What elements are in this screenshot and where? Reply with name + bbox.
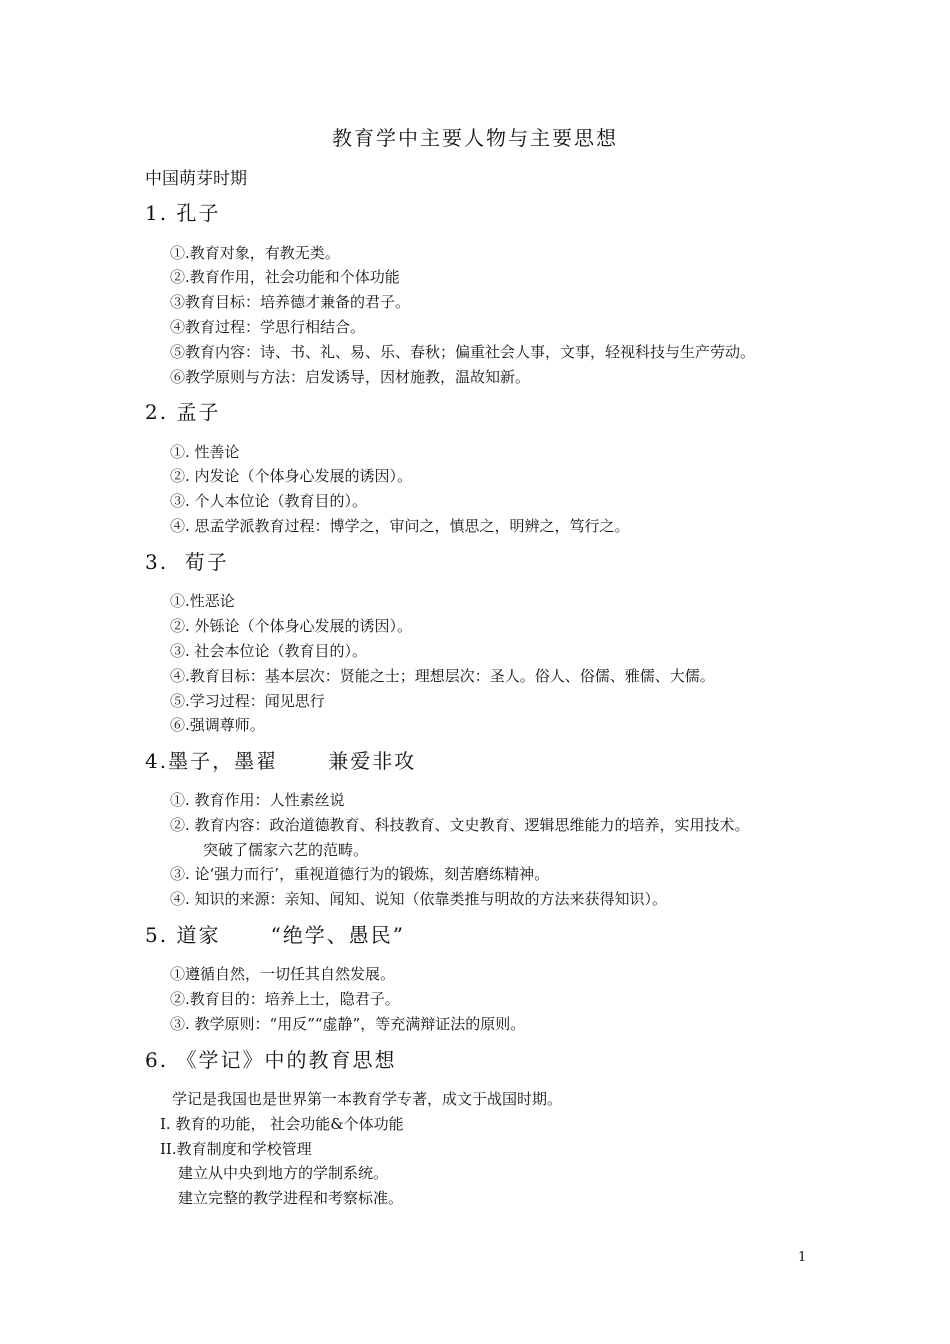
- period-heading: 中国萌芽时期: [145, 169, 247, 189]
- list-item: ③. 论‘强力而行’，重视道德行为的锻炼，刻苦磨练精神。: [170, 865, 550, 883]
- section-heading-xueji: 6. 《学记》中的教育思想: [145, 1048, 397, 1072]
- list-item: ⑥.强调尊师。: [170, 716, 265, 734]
- list-item: ①.性恶论: [170, 592, 235, 610]
- list-item: ②.教育目的：培养上士，隐君子。: [170, 990, 400, 1008]
- list-item: ③教育目标：培养德才兼备的君子。: [170, 293, 411, 311]
- list-item: 建立完整的教学进程和考察标准。: [178, 1189, 404, 1207]
- list-item-continuation: 突破了儒家六艺的范畴。: [203, 841, 369, 859]
- list-item: ⑤教育内容：诗、书、礼、易、乐、春秋；偏重社会人事，文事，轻视科技与生产劳动。: [170, 343, 756, 361]
- list-item: ①遵循自然，一切任其自然发展。: [170, 965, 396, 983]
- list-item: ③. 教学原则：“用反”“虚静”，等充满辩证法的原则。: [170, 1015, 526, 1033]
- list-item: ④.教育目标：基本层次：贤能之士；理想层次：圣人。俗人、俗儒、雅儒、大儒。: [170, 667, 715, 685]
- section-heading-xunzi: 3. 荀子: [145, 550, 229, 574]
- list-item: ③. 社会本位论（教育目的）。: [170, 642, 368, 660]
- section-heading-confucius: 1. 孔子: [145, 201, 221, 225]
- list-item: ⑥教学原则与方法：启发诱导，因材施教，温故知新。: [170, 368, 531, 386]
- paragraph: 学记是我国也是世界第一本教育学专著，成文于战国时期。: [172, 1090, 563, 1108]
- list-item: ①.教育对象，有教无类。: [170, 244, 340, 262]
- list-item: ②. 内发论（个体身心发展的诱因）。: [170, 467, 413, 485]
- list-item: II.教育制度和学校管理: [160, 1140, 312, 1158]
- list-item: ②. 教育内容：政治道德教育、科技教育、文史教育、逻辑思维能力的培养，实用技术。: [170, 816, 750, 834]
- list-item: ④. 思孟学派教育过程：博学之，审问之，慎思之，明辨之，笃行之。: [170, 517, 630, 535]
- list-item: 建立从中央到地方的学制系统。: [178, 1164, 389, 1182]
- page-number: 1: [798, 1250, 807, 1265]
- list-item: ③. 个人本位论（教育目的）。: [170, 492, 368, 510]
- document-title: 教育学中主要人物与主要思想: [332, 126, 618, 150]
- list-item: ②. 外铄论（个体身心发展的诱因）。: [170, 617, 413, 635]
- list-item: ④. 知识的来源：亲知、闻知、说知（依靠类推与明故的方法来获得知识）。: [170, 890, 668, 908]
- section-heading-mencius: 2. 孟子: [145, 400, 221, 424]
- list-item: ⑤.学习过程：闻见思行: [170, 692, 325, 710]
- list-item: ①. 教育作用：人性素丝说: [170, 791, 345, 809]
- list-item: ④教育过程：学思行相结合。: [170, 318, 366, 336]
- list-item: I. 教育的功能， 社会功能&个体功能: [160, 1115, 404, 1133]
- list-item: ①. 性善论: [170, 443, 240, 461]
- section-heading-mozi: 4.墨子，墨翟 兼爱非攻: [145, 749, 417, 773]
- list-item: ②.教育作用，社会功能和个体功能: [170, 268, 400, 286]
- section-heading-taoism: 5. 道家 “绝学、愚民”: [145, 923, 406, 947]
